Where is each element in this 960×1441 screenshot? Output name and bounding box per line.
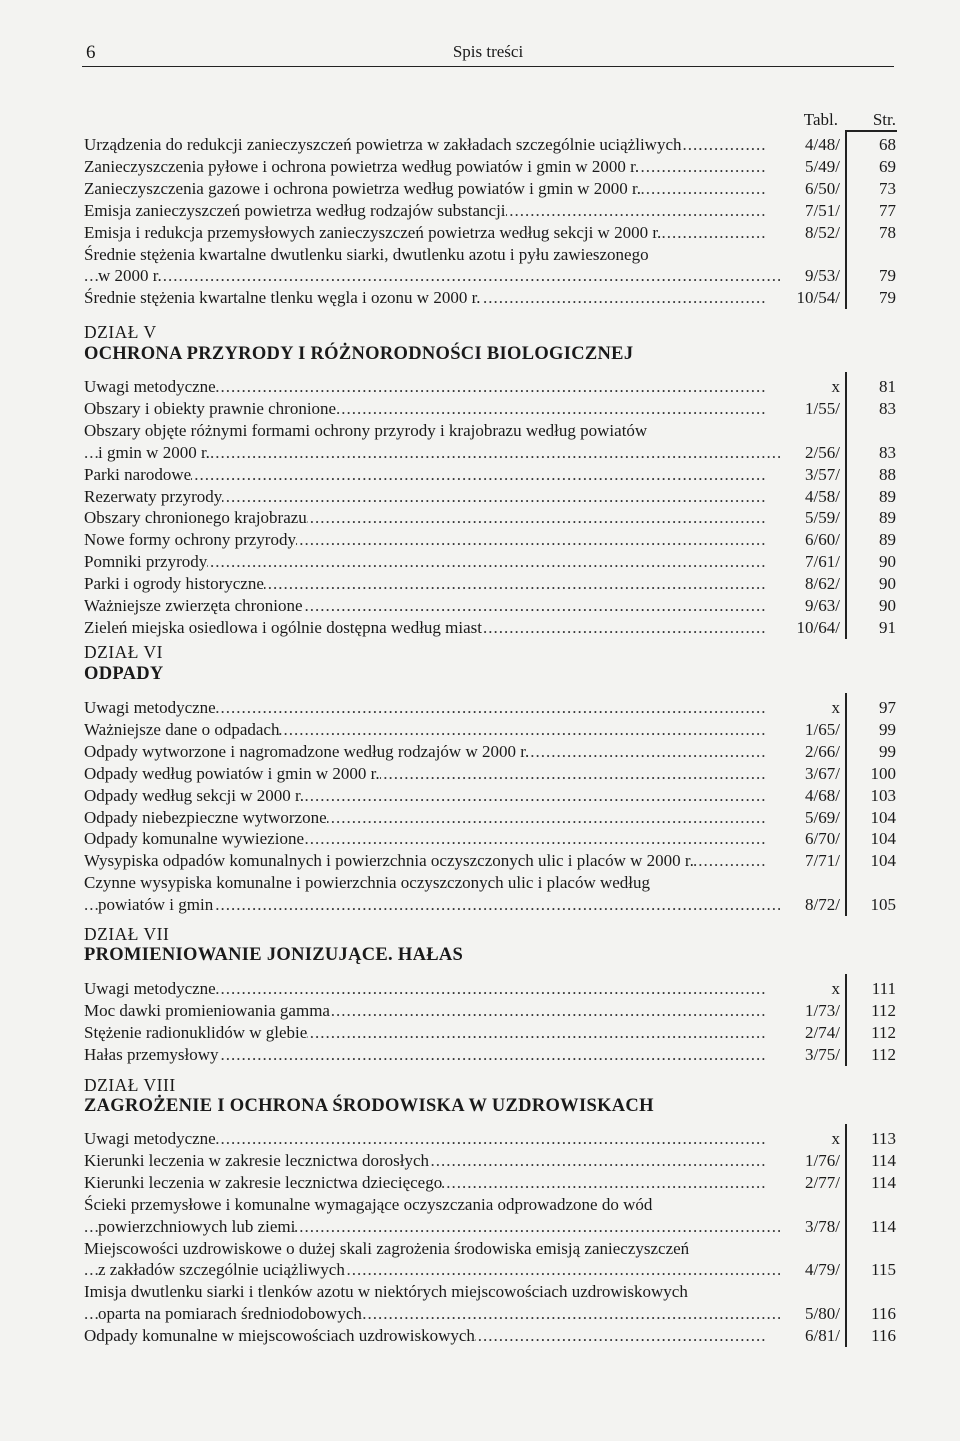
toc-entry[interactable] bbox=[84, 1000, 896, 1022]
table-number: 2/66/ bbox=[805, 741, 840, 761]
section-title: ODPADY bbox=[84, 664, 164, 684]
entry-title bbox=[84, 156, 766, 178]
entry-title bbox=[84, 442, 780, 464]
entry-title-text: Emisja i redukcja przemysłowych zanieczyszczeń powietrza według sekcji w 2000 r. bbox=[84, 222, 662, 242]
entry-title-text: Rezerwaty przyrody bbox=[84, 486, 223, 506]
toc-entry[interactable] bbox=[84, 1150, 896, 1172]
entry-title bbox=[84, 551, 766, 573]
page-ref: 90 bbox=[879, 596, 896, 615]
entry-title bbox=[84, 134, 766, 156]
toc-entry[interactable] bbox=[84, 178, 896, 200]
entry-title-line: Ścieki przemysłowe i komunalne wymagające oczyszczania odprowadzone do wód bbox=[84, 1194, 653, 1214]
table-number: x bbox=[831, 979, 840, 998]
toc-entry[interactable] bbox=[84, 850, 896, 872]
entry-title bbox=[84, 1325, 766, 1347]
entry-title-text: Moc dawki promieniowania gamma bbox=[84, 1000, 330, 1020]
table-number: 5/69/ bbox=[805, 807, 840, 827]
entry-title bbox=[84, 287, 766, 309]
entry-title bbox=[84, 1216, 780, 1238]
entry-title-text: Nowe formy ochrony przyrody bbox=[84, 530, 296, 550]
table-number: 4/79/ bbox=[805, 1260, 840, 1280]
page-ref: 114 bbox=[871, 1172, 896, 1192]
page-ref: 89 bbox=[879, 486, 896, 506]
toc-entry[interactable] bbox=[84, 134, 896, 156]
table-number: 7/51/ bbox=[805, 200, 840, 220]
entry-title bbox=[84, 200, 766, 222]
entry-title bbox=[84, 697, 766, 719]
section-label: DZIAŁ VI bbox=[84, 642, 164, 662]
column-divider bbox=[845, 372, 847, 639]
table-number: 6/60/ bbox=[805, 530, 840, 550]
entry-title bbox=[84, 1128, 766, 1150]
toc-entry[interactable] bbox=[84, 1325, 896, 1347]
toc-entry[interactable] bbox=[84, 222, 896, 244]
entry-title-text: Odpady wytworzone i nagromadzone według rodzajów w 2000 r. bbox=[84, 741, 530, 761]
toc-entry[interactable] bbox=[84, 573, 896, 595]
entry-title bbox=[84, 785, 766, 807]
entry-title-text: Uwagi metodyczne bbox=[84, 377, 216, 396]
entry-title bbox=[84, 595, 766, 617]
entry-title-text: z zakładów szczególnie uciążliwych bbox=[98, 1260, 345, 1280]
entry-title-text: Odpady komunalne w miejscowościach uzdrowiskowych bbox=[84, 1326, 475, 1346]
entry-title bbox=[84, 719, 766, 741]
entry-title-text: powierzchniowych lub ziemi bbox=[98, 1216, 296, 1236]
section-label: DZIAŁ VII bbox=[84, 924, 170, 944]
running-title: Spis treści bbox=[452, 42, 524, 61]
entry-title-text: Odpady komunalne wywiezione bbox=[84, 829, 304, 849]
entry-title bbox=[84, 178, 766, 200]
page-ref: 114 bbox=[871, 1216, 896, 1236]
page-ref: 89 bbox=[879, 530, 896, 550]
page-ref: 89 bbox=[879, 508, 896, 528]
page-number: 6 bbox=[86, 42, 96, 63]
entry-title bbox=[84, 507, 766, 529]
entry-title bbox=[84, 617, 766, 639]
toc-entry[interactable] bbox=[84, 595, 896, 617]
entry-title-text: Odpady według sekcji w 2000 r. bbox=[84, 785, 305, 805]
page-ref: 115 bbox=[871, 1260, 896, 1280]
page-ref: 79 bbox=[879, 288, 896, 308]
toc-entry[interactable] bbox=[84, 464, 896, 486]
table-number: 6/70/ bbox=[805, 829, 840, 849]
page-ref: 112 bbox=[871, 1044, 896, 1064]
toc-entry[interactable] bbox=[84, 1022, 896, 1044]
entry-title bbox=[84, 376, 766, 398]
table-number: 1/65/ bbox=[805, 719, 840, 739]
page-ref: 81 bbox=[879, 377, 896, 396]
page-ref: 112 bbox=[871, 1000, 896, 1020]
page-ref: 69 bbox=[879, 156, 896, 176]
table-number: 8/72/ bbox=[805, 895, 840, 915]
toc-entry[interactable] bbox=[84, 507, 896, 529]
entry-title-line: Imisja dwutlenku siarki i tlenków azotu w niektórych miejscowościach uzdrowiskowych bbox=[84, 1282, 688, 1302]
column-header-tabl: Tabl. bbox=[803, 110, 838, 129]
entry-title bbox=[84, 978, 766, 1000]
section-label: DZIAŁ VIII bbox=[84, 1075, 176, 1095]
entry-title-text: Urządzenia do redukcji zanieczyszczeń powietrza w zakładach szczególnie uciążliwych bbox=[84, 135, 682, 154]
column-header-str: Str. bbox=[872, 110, 896, 129]
table-number: 7/71/ bbox=[805, 851, 840, 871]
entry-title-text: oparta na pomiarach średniodobowych bbox=[98, 1304, 362, 1324]
table-number: x bbox=[831, 1129, 840, 1148]
column-divider bbox=[845, 130, 847, 309]
page-ref: 91 bbox=[879, 617, 896, 637]
entry-title-text: Uwagi metodyczne bbox=[84, 698, 216, 717]
entry-title-text: Uwagi metodyczne bbox=[84, 979, 216, 998]
table-number: 2/74/ bbox=[805, 1022, 840, 1042]
page-ref: 104 bbox=[870, 829, 896, 849]
entry-title-text: Kierunki leczenia w zakresie lecznictwa dziecięcego bbox=[84, 1172, 443, 1192]
entry-title bbox=[84, 222, 766, 244]
page-ref: 113 bbox=[871, 1129, 896, 1148]
entry-title-text: Kierunki leczenia w zakresie lecznictwa dorosłych bbox=[84, 1150, 430, 1170]
entry-title bbox=[84, 265, 780, 287]
entry-title-text: Obszary chronionego krajobrazu bbox=[84, 508, 307, 528]
entry-title-text: Ważniejsze zwierzęta chronione bbox=[84, 596, 303, 615]
page-ref: 114 bbox=[871, 1150, 896, 1170]
toc-entry[interactable] bbox=[84, 828, 896, 850]
entry-title-line: Miejscowości uzdrowiskowe o dużej skali zagrożenia środowiska emisją zanieczyszczeń bbox=[84, 1238, 690, 1258]
section-title: OCHRONA PRZYRODY I RÓŻNORODNOŚCI BIOLOGICZNEJ bbox=[84, 344, 634, 364]
table-number: 3/67/ bbox=[805, 763, 840, 783]
page-ref: 68 bbox=[879, 135, 896, 154]
entry-title-line: Czynne wysypiska komunalne i powierzchnia oczyszczonych ulic i placów według bbox=[84, 873, 651, 893]
entry-title-line: Średnie stężenia kwartalne dwutlenku siarki, dwutlenku azotu i pyłu zawieszonego bbox=[84, 244, 649, 264]
entry-title-text: Zanieczyszczenia gazowe i ochrona powietrza według powiatów i gmin w 2000 r. bbox=[84, 178, 642, 198]
page-ref: 116 bbox=[871, 1304, 896, 1324]
toc-entry[interactable] bbox=[84, 719, 896, 741]
entry-title bbox=[84, 828, 766, 850]
page-ref: 97 bbox=[879, 698, 896, 717]
entry-title bbox=[84, 1303, 780, 1325]
entry-title-text: Odpady niebezpieczne wytworzone bbox=[84, 807, 327, 827]
table-number: 4/48/ bbox=[805, 135, 840, 154]
toc-entry[interactable] bbox=[84, 617, 896, 639]
column-divider bbox=[845, 974, 847, 1066]
toc-entry[interactable] bbox=[84, 442, 896, 464]
entry-title-text: Parki i ogrody historyczne bbox=[84, 574, 264, 594]
table-number: 8/62/ bbox=[805, 574, 840, 594]
toc-entry[interactable] bbox=[84, 807, 896, 829]
table-number: 9/53/ bbox=[805, 266, 840, 286]
table-number: 5/59/ bbox=[805, 508, 840, 528]
toc-entry[interactable] bbox=[84, 398, 896, 420]
table-number: 4/58/ bbox=[805, 486, 840, 506]
entry-title bbox=[84, 1044, 766, 1066]
table-number: 6/50/ bbox=[805, 178, 840, 198]
entry-title-text: Odpady według powiatów i gmin w 2000 r. bbox=[84, 763, 380, 783]
toc-entry[interactable] bbox=[84, 551, 896, 573]
entry-title bbox=[84, 1172, 766, 1194]
table-number: 9/63/ bbox=[805, 596, 840, 615]
toc-entry[interactable] bbox=[84, 1303, 896, 1325]
page-ref: 104 bbox=[870, 851, 896, 871]
page-ref: 100 bbox=[870, 763, 896, 783]
toc-entry[interactable] bbox=[84, 1044, 896, 1066]
entry-title-text: powiatów i gmin bbox=[98, 895, 214, 915]
section-title: PROMIENIOWANIE JONIZUJĄCE. HAŁAS bbox=[84, 945, 464, 965]
table-number: 5/49/ bbox=[805, 156, 840, 176]
entry-title bbox=[84, 529, 766, 551]
entry-title-text: Wysypiska odpadów komunalnych i powierzchnia oczyszczonych ulic i placów w 2000 r. bbox=[84, 851, 694, 871]
entry-title-text: Parki narodowe bbox=[84, 464, 192, 484]
toc-entry[interactable] bbox=[84, 376, 896, 398]
entry-title bbox=[84, 1000, 766, 1022]
toc-entry[interactable] bbox=[84, 486, 896, 508]
entry-title-text: Średnie stężenia kwartalne tlenku węgla i ozonu w 2000 r. bbox=[84, 288, 481, 308]
entry-title-line: Obszary objęte różnymi formami ochrony przyrody i krajobrazu według powiatów bbox=[84, 420, 648, 440]
page-ref: 99 bbox=[879, 741, 896, 761]
toc-entry[interactable] bbox=[84, 200, 896, 222]
entry-title bbox=[84, 486, 766, 508]
table-number: 3/78/ bbox=[805, 1216, 840, 1236]
toc-entry[interactable] bbox=[84, 529, 896, 551]
table-number: 1/55/ bbox=[805, 398, 840, 418]
toc-entry[interactable] bbox=[84, 156, 896, 178]
entry-title-text: Uwagi metodyczne bbox=[84, 1129, 216, 1148]
page-ref: 77 bbox=[879, 200, 896, 220]
entry-title bbox=[84, 1150, 766, 1172]
page-ref: 104 bbox=[870, 807, 896, 827]
toc-entry[interactable] bbox=[84, 894, 896, 916]
entry-title-text: Pomniki przyrody bbox=[84, 552, 208, 572]
toc-entry[interactable] bbox=[84, 1128, 896, 1150]
table-number: 10/64/ bbox=[796, 617, 840, 637]
entry-title bbox=[84, 1022, 766, 1044]
page-ref: 83 bbox=[879, 442, 896, 462]
page-ref: 116 bbox=[871, 1326, 896, 1346]
page-ref: 73 bbox=[879, 178, 896, 198]
page-ref: 90 bbox=[879, 574, 896, 594]
toc-entry[interactable] bbox=[84, 741, 896, 763]
table-number: 1/76/ bbox=[805, 1150, 840, 1170]
entry-title-text: Obszary i obiekty prawnie chronione bbox=[84, 398, 337, 418]
entry-title bbox=[84, 741, 766, 763]
page-ref: 79 bbox=[879, 266, 896, 286]
toc-entry[interactable] bbox=[84, 978, 896, 1000]
table-number: 2/56/ bbox=[805, 442, 840, 462]
entry-title-text: Zieleń miejska osiedlowa i ogólnie dostępna według miast bbox=[84, 617, 482, 637]
toc-entry[interactable] bbox=[84, 1172, 896, 1194]
table-number: 5/80/ bbox=[805, 1304, 840, 1324]
toc-entry[interactable] bbox=[84, 785, 896, 807]
page-ref: 103 bbox=[870, 785, 896, 805]
entry-title-text: i gmin w 2000 r. bbox=[98, 442, 210, 462]
entry-title bbox=[84, 464, 766, 486]
table-number: 10/54/ bbox=[796, 288, 840, 308]
table-number: 7/61/ bbox=[805, 552, 840, 572]
toc-entry[interactable] bbox=[84, 697, 896, 719]
table-number: 1/73/ bbox=[805, 1000, 840, 1020]
page-ref: 99 bbox=[879, 719, 896, 739]
toc-entry[interactable] bbox=[84, 287, 896, 309]
entry-title-text: Hałas przemysłowy bbox=[84, 1044, 219, 1064]
entry-title bbox=[84, 763, 766, 785]
page-ref: 78 bbox=[879, 222, 896, 242]
column-header-rule bbox=[845, 130, 897, 132]
entry-title-text: Ważniejsze dane o odpadach bbox=[84, 719, 280, 739]
entry-title bbox=[84, 1259, 780, 1281]
entry-title bbox=[84, 850, 766, 872]
page-ref: 83 bbox=[879, 398, 896, 418]
toc-entry[interactable] bbox=[84, 1216, 896, 1238]
table-number: 3/57/ bbox=[805, 464, 840, 484]
page-ref: 112 bbox=[871, 1022, 896, 1042]
column-divider bbox=[845, 1124, 847, 1347]
entry-title bbox=[84, 894, 780, 916]
entry-title-text: Stężenie radionuklidów w glebie bbox=[84, 1022, 308, 1042]
page-ref: 88 bbox=[879, 464, 896, 484]
table-number: x bbox=[831, 377, 840, 396]
table-number: x bbox=[831, 698, 840, 717]
page-header bbox=[82, 36, 894, 67]
table-number: 3/75/ bbox=[805, 1044, 840, 1064]
toc-entry[interactable] bbox=[84, 1259, 896, 1281]
entry-title-text: Emisja zanieczyszczeń powietrza według rodzajów substancji bbox=[84, 200, 506, 220]
toc-entry[interactable] bbox=[84, 763, 896, 785]
entry-title bbox=[84, 573, 766, 595]
section-label: DZIAŁ V bbox=[84, 322, 157, 342]
page-ref: 111 bbox=[871, 979, 896, 998]
toc-entry[interactable] bbox=[84, 265, 896, 287]
entry-title-text: Zanieczyszczenia pyłowe i ochrona powietrza według powiatów i gmin w 2000 r. bbox=[84, 156, 640, 176]
page-ref: 105 bbox=[870, 895, 896, 915]
table-number: 8/52/ bbox=[805, 222, 840, 242]
entry-title bbox=[84, 807, 766, 829]
page-ref: 90 bbox=[879, 552, 896, 572]
entry-title-text: w 2000 r. bbox=[98, 266, 162, 286]
section-title: ZAGROŻENIE I OCHRONA ŚRODOWISKA W UZDROWISKACH bbox=[84, 1096, 654, 1116]
column-divider bbox=[845, 693, 847, 916]
table-number: 6/81/ bbox=[805, 1326, 840, 1346]
table-number: 2/77/ bbox=[805, 1172, 840, 1192]
entry-title bbox=[84, 398, 766, 420]
table-number: 4/68/ bbox=[805, 785, 840, 805]
